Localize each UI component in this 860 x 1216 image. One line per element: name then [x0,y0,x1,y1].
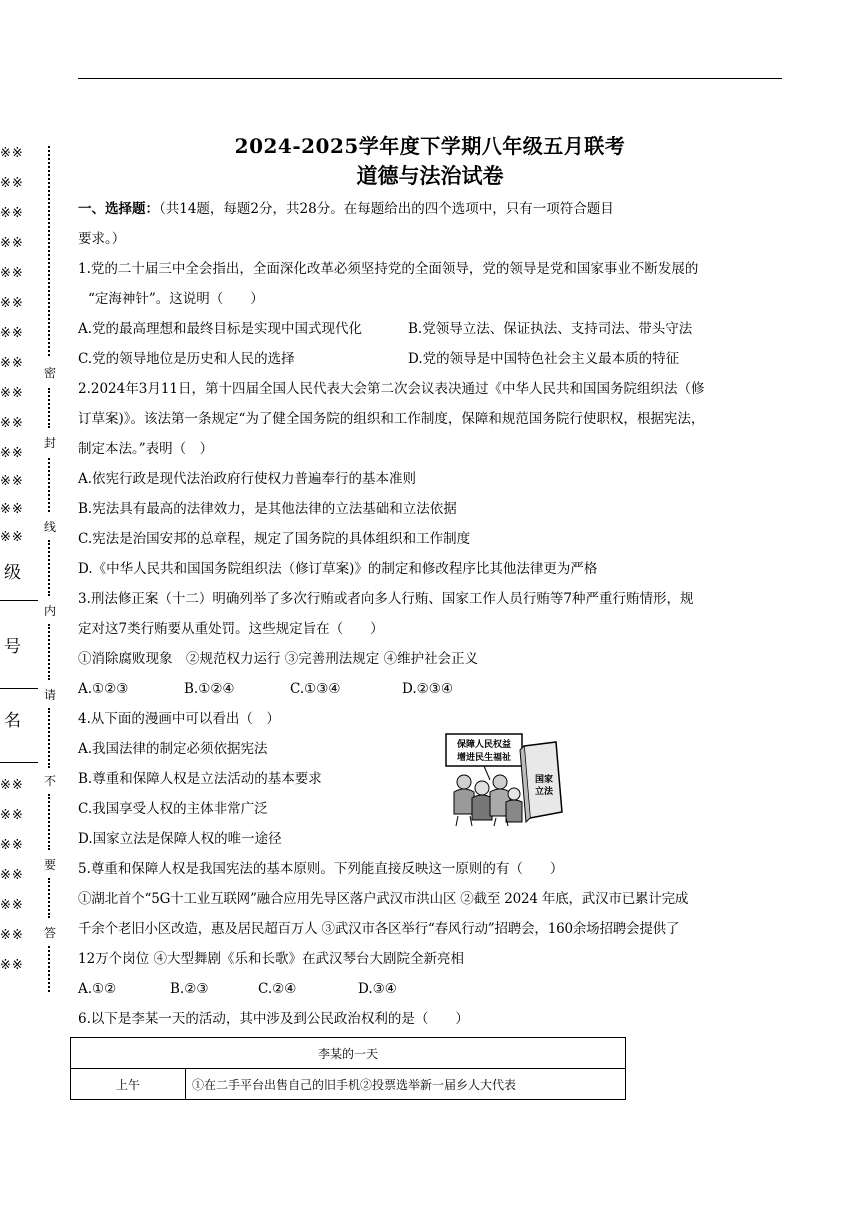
name-blank[interactable] [0,762,38,763]
margin-mark: ※※ [0,958,24,973]
table-row [71,1069,626,1100]
q3-option-b[interactable]: B.①②④ [184,681,235,697]
seal-dotted-line [48,458,52,512]
margin-mark: ※※ [0,530,24,545]
q3-stem: 3.刑法修正案（十二）明确列举了多次行贿或者向多人行贿、国家工作人员行贿等7种严重行贿情形，规 [78,591,694,607]
section-instruction: （共14题，每题2分，共28分。在每题给出的四个选项中，只有一项符合题目 [159,201,614,217]
q2-option-a[interactable]: A.依宪行政是现代法治政府行使权力普遍奉行的基本准则 [78,471,417,487]
q5-option-b[interactable]: B.②③ [170,981,209,997]
q3-items: ①消除腐败现象 ②规范权力运行 ③完善刑法规定 ④维护社会正义 [78,651,479,667]
q4-option-b[interactable]: B.尊重和保障人权是立法活动的基本要求 [78,771,322,787]
seal-dotted-line [48,708,52,768]
q3-option-a[interactable]: A.①②③ [78,681,129,697]
table-cell-activity: ①在二手平台出售自己的旧手机②投票选举新一届乡人大代表 [186,1069,626,1100]
q2-option-b[interactable]: B.宪法具有最高的法律效力，是其他法律的立法基础和立法依据 [78,501,457,517]
cartoon-book-text: 立法 [534,787,554,797]
margin-mark: ※※ [0,236,24,251]
class-blank[interactable] [0,600,38,601]
margin-mark: ※※ [0,176,24,191]
q2-stem-cont: 订草案)》。该法第一条规定“为了健全国务院的组织和工作制度，保障和规范国务院行使职权，根据宪法， [78,411,705,427]
section-heading-row [78,194,784,224]
q5-option-c[interactable]: C.②④ [258,981,297,997]
table-row [71,1038,626,1069]
q2-stem-cont: 制定本法。”表明（ ） [78,441,214,457]
seal-char: 线 [44,520,57,534]
q2-stem: 2.2024年3月11日，第十四届全国人民代表大会第二次会议表决通过《中华人民共和国国务院组织法（修 [78,381,705,397]
seal-char: 要 [44,858,57,872]
q2-option-c[interactable]: C.宪法是治国安邦的总章程，规定了国务院的具体组织和工作制度 [78,531,471,547]
seal-dotted-line [48,794,52,850]
q6-table [70,1037,626,1100]
seal-dotted-line [48,878,52,918]
seal-char: 封 [44,436,57,450]
q3-options [78,674,784,704]
margin-mark: ※※ [0,808,24,823]
margin-mark: ※※ [0,206,24,221]
section-heading: 一、选择题： [78,201,159,217]
margin-mark: ※※ [0,868,24,883]
seal-char: 内 [44,604,57,618]
q5-material: ①湖北首个“5G十工业互联网”融合应用先导区落户武汉市洪山区 ②截至 2024 年底，武汉市已累计完成 [78,891,689,907]
q4-stem: 4.从下面的漫画中可以看出（ ） [78,711,280,727]
q1-options-cd [78,344,784,374]
exam-title: 2024-2025学年度下学期八年级五月联考 [234,134,626,158]
q5-material: 12万个岗位 ④大型舞剧《乐和长歌》在武汉琴台大剧院全新亮相 [78,951,464,967]
margin-mark: ※※ [0,474,24,489]
q3-option-c[interactable]: C.①③④ [290,681,341,697]
seal-char: 不 [44,774,57,788]
header-rule [78,78,782,79]
q5-stem: 5.尊重和保障人权是我国宪法的基本原则。下列能直接反映这一原则的有（ ） [78,861,564,877]
margin-mark: ※※ [0,296,24,311]
seal-char: 请 [44,688,57,702]
exam-subject: 道德与法治试卷 [356,164,504,188]
margin-mark: ※※ [0,502,24,517]
q4-option-d[interactable]: D.国家立法是保障人权的唯一途径 [78,831,282,847]
table-title: 李某的一天 [71,1038,626,1069]
q4-cartoon-illustration [444,732,568,828]
seal-dotted-line [48,540,52,596]
margin-mark: ※※ [0,326,24,341]
margin-mark: ※※ [0,146,24,161]
q1-stem-cont: “定海神针”。这说明（ ） [88,291,264,307]
margin-mark: ※※ [0,446,24,461]
name-label: 名 [4,711,21,731]
seal-char: 密 [44,366,57,380]
seal-dotted-line [48,946,52,992]
seal-dotted-line [48,388,52,428]
q3-stem-cont: 定对这7类行贿要从重处罚。这些规定旨在（ ） [78,621,384,637]
q5-option-d[interactable]: D.③④ [358,981,397,997]
margin-mark: ※※ [0,838,24,853]
q1-options-ab [78,314,784,344]
q1-option-a[interactable]: A.党的最高理想和最终目标是实现中国式现代化 [78,321,363,337]
q1-option-d[interactable]: D.党的领导是中国特色社会主义最本质的特征 [408,351,680,367]
margin-mark: ※※ [0,266,24,281]
q2-option-d[interactable]: D.《中华人民共和国国务院组织法（修订草案)》的制定和修改程序比其他法律更为严格 [78,561,598,577]
cartoon-sign-text: 保障人民权益 [456,740,512,750]
seal-char: 答 [44,926,57,940]
number-label: 号 [4,637,21,657]
q4-option-c[interactable]: C.我国享受人权的主体非常广泛 [78,801,268,817]
q1-option-b[interactable]: B.党领导立法、保证执法、支持司法、带头守法 [408,321,693,337]
margin-mark: ※※ [0,386,24,401]
seal-dotted-line [48,624,52,680]
q5-options [78,974,784,1004]
margin-mark: ※※ [0,356,24,371]
cartoon-book-text: 国家 [534,775,554,785]
margin-mark: ※※ [0,898,24,913]
q1-option-c[interactable]: C.党的领导地位是历史和人民的选择 [78,351,295,367]
margin-mark: ※※ [0,416,24,431]
number-blank[interactable] [0,688,38,689]
question-content [78,194,784,1034]
q5-material: 千余个老旧小区改造，惠及居民超百万人 ③武汉市各区举行“春风行动”招聘会，160余场招聘会提供了 [78,921,680,937]
class-label: 级 [4,563,21,583]
q5-option-a[interactable]: A.①② [78,981,117,997]
q6-stem: 6.以下是李某一天的活动，其中涉及到公民政治权利的是（ ） [78,1011,469,1027]
q4-option-a[interactable]: A.我国法律的制定必须依据宪法 [78,741,268,757]
margin-mark: ※※ [0,928,24,943]
cartoon-sign-text: 增进民生福祉 [456,753,512,763]
q3-option-d[interactable]: D.②③④ [402,681,453,697]
q1-stem: 1.党的二十届三中全会指出，全面深化改革必须坚持党的全面领导，党的领导是党和国家事业不断发展的 [78,261,699,277]
section-instruction-2: 要求。） [78,231,126,247]
table-cell-time: 上午 [71,1069,186,1100]
margin-mark: ※※ [0,778,24,793]
